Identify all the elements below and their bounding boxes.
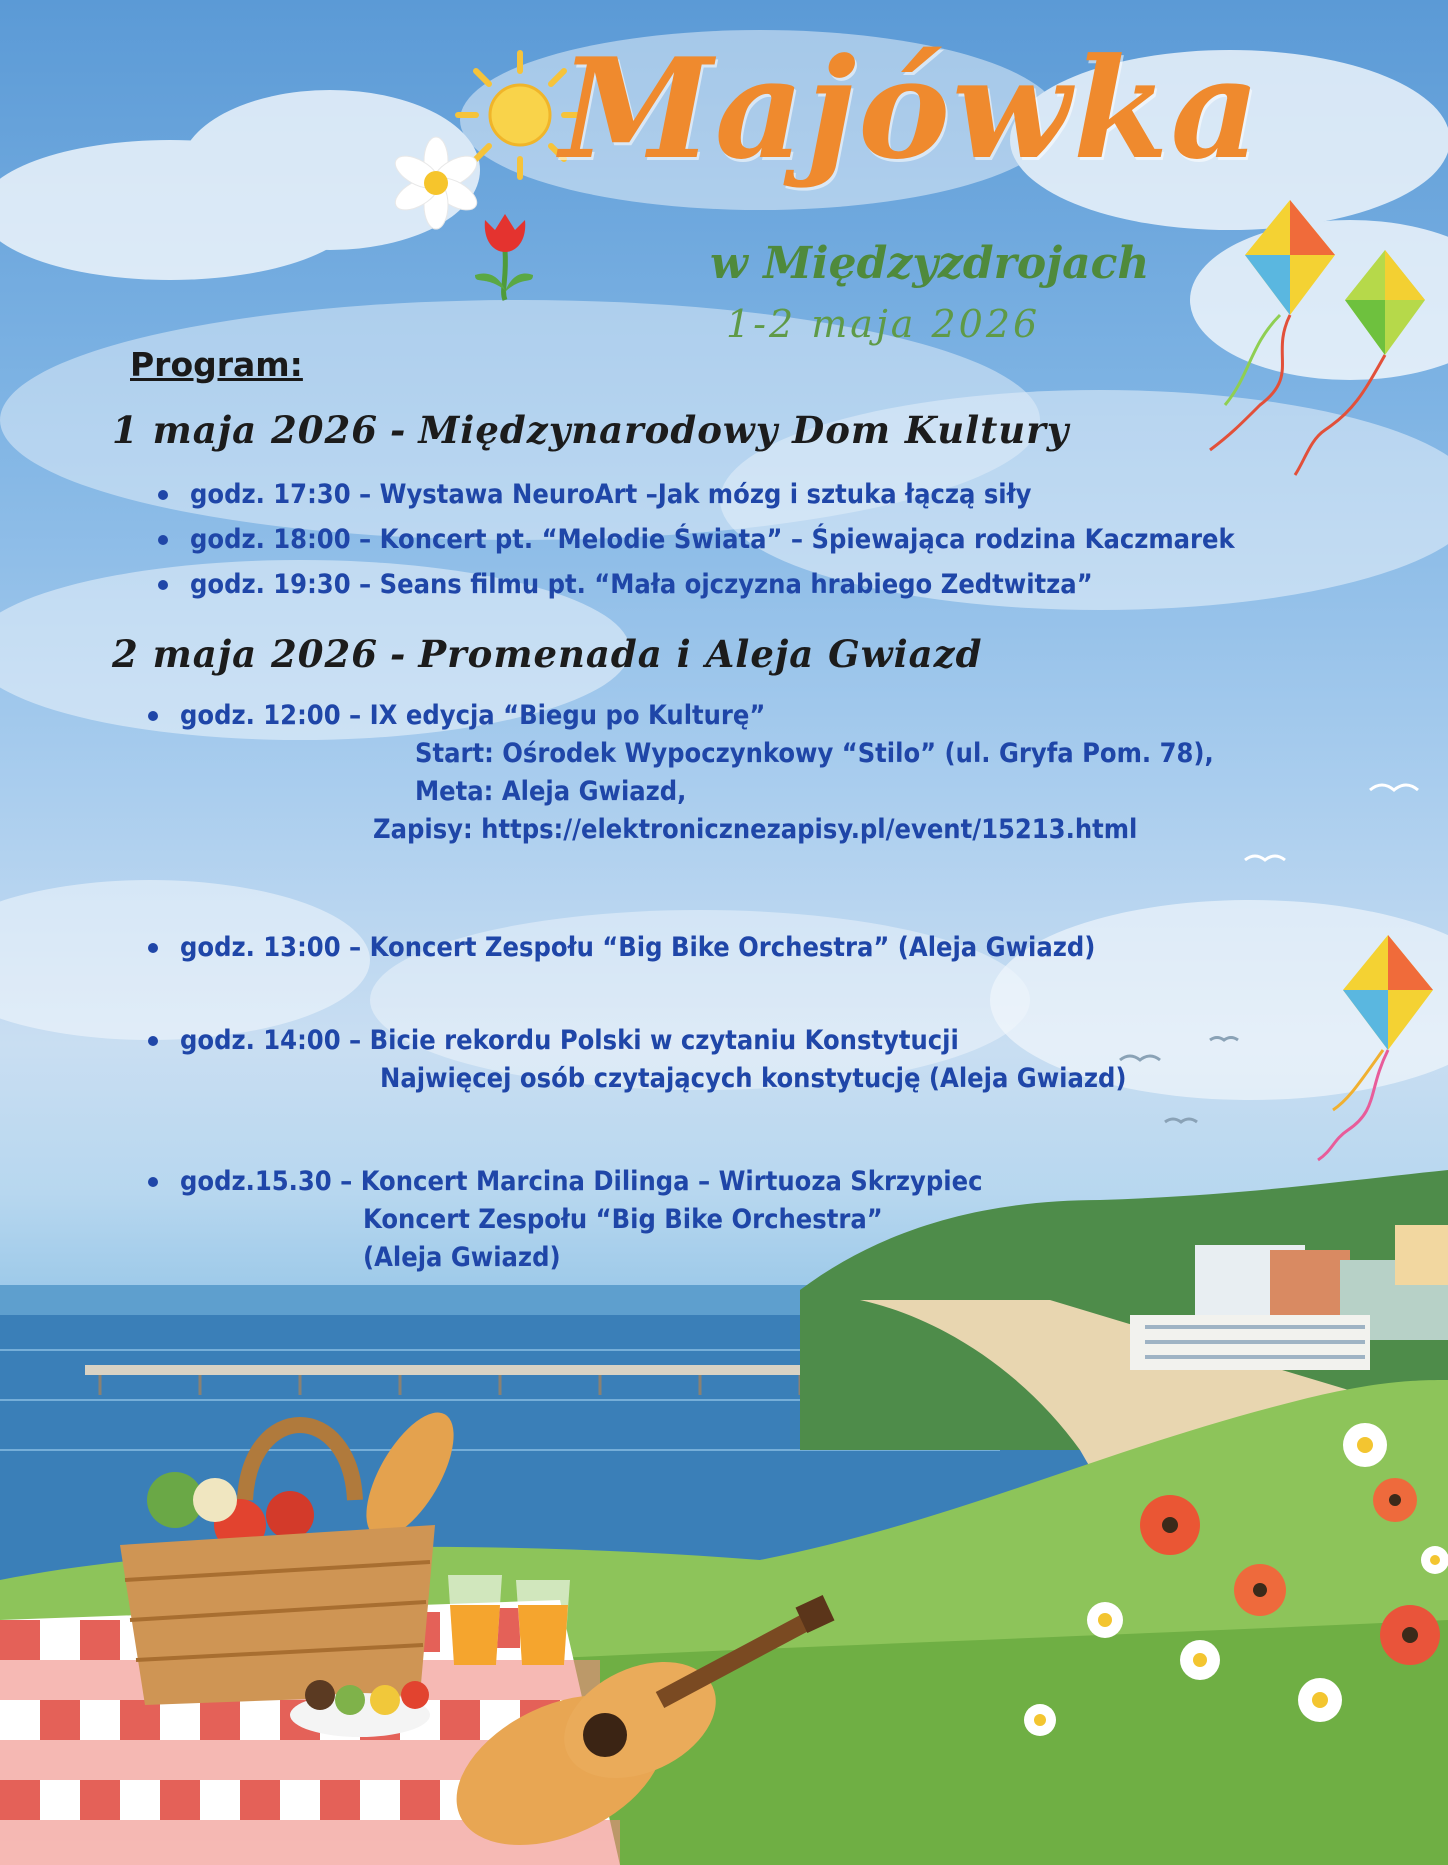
event-line: godz. 19:30 – Seans filmu pt. “Mała ojczyzna hrabiego Zedtwitza” [190, 569, 1093, 600]
day-date: 2 maja 2026 [112, 632, 378, 676]
list-item [180, 697, 1214, 849]
bullet-icon [148, 711, 158, 721]
bullet-icon [158, 580, 168, 590]
list-item [190, 476, 1031, 514]
event-line: Najwięcej osób czytających konstytucję (Aleja Gwiazd) [380, 1063, 1127, 1094]
list-item [180, 929, 1095, 967]
event-line: godz. 12:00 – IX edycja “Biegu po Kulturę” [180, 700, 766, 731]
day-date: 1 maja 2026 [112, 408, 378, 452]
list-item [190, 566, 1093, 604]
list-item [180, 1022, 1126, 1098]
day-separator: - [389, 632, 407, 676]
seagull-icon [1245, 785, 1418, 860]
event-line: (Aleja Gwiazd) [363, 1242, 561, 1273]
event-line: godz. 17:30 – Wystawa NeuroArt –Jak mózg i sztuka łączą siły [190, 479, 1032, 510]
day-heading [112, 408, 1069, 452]
event-line: Zapisy: https://elektronicznezapisy.pl/event/15213.html [373, 814, 1138, 845]
list-item [190, 521, 1235, 559]
list-item [180, 1163, 982, 1277]
bullet-icon [148, 943, 158, 953]
tulip-icon [475, 214, 533, 300]
day-separator: - [389, 408, 407, 452]
day-venue: Promenada i Aleja Gwiazd [418, 632, 983, 676]
event-line: Start: Ośrodek Wypoczynkowy “Stilo” (ul. Gryfa Pom. 78), [415, 738, 1214, 769]
poster-title: Majówka [560, 27, 1262, 190]
event-line: Koncert Zespołu “Big Bike Orchestra” [363, 1204, 883, 1235]
poster-subtitle: w Międzyzdrojach [710, 238, 1150, 289]
event-line: godz. 18:00 – Koncert pt. “Melodie Świata” – Śpiewająca rodzina Kaczmarek [190, 524, 1235, 555]
event-line: godz. 13:00 – Koncert Zespołu “Big Bike Orchestra” (Aleja Gwiazd) [180, 932, 1096, 963]
event-line: godz. 14:00 – Bicie rekordu Polski w czytaniu Konstytucji [180, 1025, 959, 1056]
event-dates: 1-2 maja 2026 [726, 302, 1041, 346]
event-line: godz.15.30 – Koncert Marcina Dilinga – Wirtuoza Skrzypiec [180, 1166, 983, 1197]
day-heading [112, 632, 982, 676]
bullet-icon [158, 490, 168, 500]
program-label: Program: [130, 345, 303, 384]
bullet-icon [148, 1036, 158, 1046]
bullet-icon [158, 535, 168, 545]
bullet-icon [148, 1177, 158, 1187]
event-line: Meta: Aleja Gwiazd, [415, 776, 687, 807]
day-venue: Międzynarodowy Dom Kultury [418, 408, 1070, 452]
